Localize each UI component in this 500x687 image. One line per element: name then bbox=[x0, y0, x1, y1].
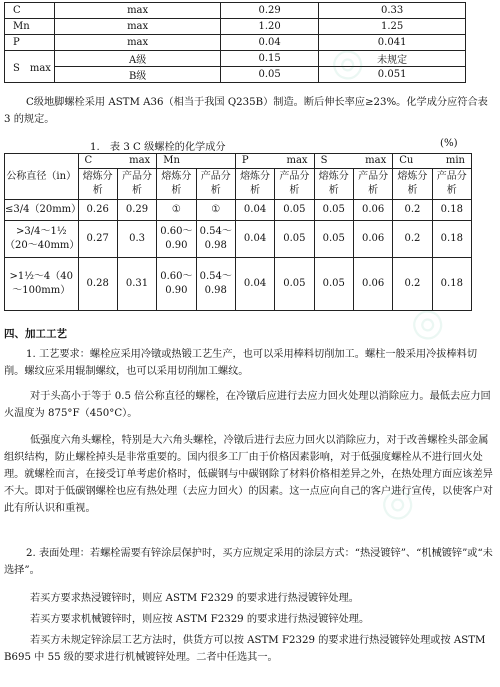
table3-element-label bbox=[393, 154, 471, 168]
table1-value-a: 0.05 bbox=[221, 67, 319, 83]
table1-limit: max bbox=[29, 63, 51, 74]
table1-row bbox=[5, 35, 466, 51]
table3-sub-product: 产品分析 bbox=[196, 169, 235, 200]
table3-value: 0.2 bbox=[393, 200, 432, 221]
table3-size: ≤3/4（20mm） bbox=[5, 200, 79, 221]
table1-s-cell bbox=[5, 51, 55, 83]
table3-sub-melt: 熔炼分析 bbox=[314, 169, 353, 200]
table1-grade: B级 bbox=[55, 67, 221, 83]
watermark-mark: ◎ bbox=[403, 295, 450, 349]
table3-value: 0.26 bbox=[78, 200, 117, 221]
table3-element-name: P bbox=[241, 155, 249, 166]
table1-element: C bbox=[5, 3, 55, 19]
table3-element-name: Mn bbox=[163, 155, 180, 166]
table3-element-limit: max bbox=[286, 155, 308, 166]
table3-value: 0.28 bbox=[78, 258, 117, 311]
table3-value: 0.05 bbox=[275, 221, 314, 258]
table3-c-grade-composition bbox=[4, 153, 472, 311]
table1-element: Mn bbox=[5, 19, 55, 35]
table3-value: 0.31 bbox=[117, 258, 156, 311]
table3-sub-product: 产品分析 bbox=[275, 169, 314, 200]
table3-value: 0.05 bbox=[314, 258, 353, 311]
table1-row bbox=[5, 67, 466, 83]
table1-limit: max bbox=[55, 35, 221, 51]
table3-row bbox=[5, 258, 472, 311]
table1-value-a: 0.04 bbox=[221, 35, 319, 51]
table1-row bbox=[5, 51, 466, 67]
paragraph-mechanical: 若买方要求机械镀锌时，则应按 ASTM F2329 的要求进行热浸镀锌处理。 bbox=[30, 614, 370, 625]
table3-sub-product: 产品分析 bbox=[353, 169, 392, 200]
table3-sub-product: 产品分析 bbox=[117, 169, 156, 200]
paragraph-c-grade: C级地脚螺栓采用 ASTM A36（相当于我国 Q235B）制造。断后伸长率应≥23%。化学成分应符合表 3 的规定。 bbox=[4, 97, 488, 125]
table3-title: 1. 表 3 C 级螺栓的化学成分 bbox=[90, 142, 226, 153]
paragraph-surface-treatment: 2. 表面处理：若螺栓需要有锌涂层保护时，买方应规定采用的涂层方式：“热浸镀锌”、“机械镀锌”或“未选择”。 bbox=[4, 548, 493, 576]
table1-value-a: 0.15 bbox=[221, 51, 319, 67]
table3-element-limit: max bbox=[365, 155, 387, 166]
table3-caption bbox=[90, 138, 490, 153]
table1-limit: max bbox=[55, 19, 221, 35]
table1-row bbox=[5, 19, 466, 35]
table3-value: 0.18 bbox=[432, 221, 471, 258]
table3-value: 0.06 bbox=[353, 200, 392, 221]
table3-header-element bbox=[314, 154, 393, 169]
table3-unit: (%) bbox=[440, 138, 458, 149]
table3-value: 0.3 bbox=[117, 221, 156, 258]
table3-value: 0.05 bbox=[275, 258, 314, 311]
table3-sub-melt: 熔炼分析 bbox=[78, 169, 117, 200]
table3-value: 0.54～0.98 bbox=[196, 221, 235, 258]
table3-sub-product: 产品分析 bbox=[432, 169, 471, 200]
table3-element-limit: max bbox=[129, 155, 151, 166]
table3-value: 0.05 bbox=[314, 200, 353, 221]
table3-value: 0.04 bbox=[235, 258, 274, 311]
table3-size: >1½～4（40～100mm） bbox=[5, 258, 79, 311]
table1-value-b: 0.051 bbox=[319, 67, 466, 83]
table1-grade: A级 bbox=[55, 51, 221, 67]
table3-value: 0.60～0.90 bbox=[157, 258, 196, 311]
table3-value: 0.60～0.90 bbox=[157, 221, 196, 258]
table3-element-label bbox=[236, 154, 314, 168]
table1-element: S bbox=[13, 63, 20, 74]
table3-element-name: C bbox=[84, 155, 93, 166]
table1-element: P bbox=[5, 35, 55, 51]
table3-element-limit: min bbox=[445, 155, 465, 166]
table3-value: 0.06 bbox=[353, 221, 392, 258]
table3-value: 0.04 bbox=[235, 221, 274, 258]
table3-value: ① bbox=[196, 200, 235, 221]
table3-sub-melt: 熔炼分析 bbox=[393, 169, 432, 200]
table3-size: >3/4～1½（20～40mm） bbox=[5, 221, 79, 258]
table1-value-a: 1.20 bbox=[221, 19, 319, 35]
table3-header-nominal: 公称直径（in） bbox=[5, 154, 79, 200]
table3-value: 0.04 bbox=[235, 200, 274, 221]
table3-value: 0.2 bbox=[393, 221, 432, 258]
watermark-mark: ◎ bbox=[323, 35, 370, 89]
paragraph-process-requirements: 1. 工艺要求：螺栓应采用冷镦或热锻工艺生产，也可以采用棒料切削加工。螺柱一般采用冷拔棒料切削。螺纹应采用辊制螺纹，也可以采用切削加工螺纹。 bbox=[4, 349, 478, 377]
table3-value: 0.54～0.98 bbox=[196, 258, 235, 311]
table3-header-element bbox=[393, 154, 472, 169]
table3-element-label bbox=[157, 154, 235, 168]
table1-value-b: 0.33 bbox=[319, 3, 466, 19]
paragraph-stress-relief: 对于头高小于等于 0.5 倍公称直径的螺栓，在冷镦后应进行去应力回火处理以消除应力。最低去应力回火温度为 875°F（450°C）。 bbox=[4, 391, 491, 419]
table3-element-label bbox=[79, 154, 157, 168]
table1-value-b: 未规定 bbox=[319, 51, 466, 67]
table3-header-row bbox=[5, 154, 472, 169]
table3-value: 0.05 bbox=[275, 200, 314, 221]
table3-value: 0.2 bbox=[393, 258, 432, 311]
table3-row bbox=[5, 200, 472, 221]
watermark-mark: ◎ bbox=[373, 475, 420, 529]
paragraph-low-strength-bolts: 低强度六角头螺栓，特别是大六角头螺栓，冷镦后进行去应力回火以消除应力，对于改善螺栓头部金属组织结构，防止螺栓掉头是非常重要的。国内很多工厂由于价格因素影响，对于低强度螺栓从不进行回火处理。就螺栓而言，在接受订单考虑价格时，低碳钢与中碳钢除了材料价格相差异之外，在热处理方面应该差异不大。即对于低碳钢螺栓也应有热处理（去应力回火）的因素。这一点应向自己的客户进行宣传，以使客户对此有所认识和重视。 bbox=[4, 435, 493, 514]
table3-value: 0.29 bbox=[117, 200, 156, 221]
table3-sub-melt: 熔炼分析 bbox=[235, 169, 274, 200]
table3-value: ① bbox=[157, 200, 196, 221]
table3-value: 0.27 bbox=[78, 221, 117, 258]
paragraph-hot-dip: 若买方要求热浸镀锌时，则应 ASTM F2329 的要求进行热浸镀锌处理。 bbox=[30, 593, 359, 604]
table3-value: 0.18 bbox=[432, 258, 471, 311]
table1-value-a: 0.29 bbox=[221, 3, 319, 19]
table3-sub-melt: 熔炼分析 bbox=[157, 169, 196, 200]
table1-row bbox=[5, 3, 466, 19]
table3-value: 0.05 bbox=[314, 221, 353, 258]
table1-value-b: 1.25 bbox=[319, 19, 466, 35]
table3-header-element bbox=[78, 154, 157, 169]
table3-row bbox=[5, 221, 472, 258]
table3-element-name: S bbox=[320, 155, 328, 166]
table1-value-b: 0.041 bbox=[319, 35, 466, 51]
chemical-limits-table bbox=[4, 2, 466, 83]
paragraph-unspecified-coating: 若买方未规定锌涂层工艺方法时，供货方可以按 ASTM F2329 的要求进行热浸镀锌处理或按 ASTM B695 中 55 级的要求进行机械镀锌处理。二者中任选其一。 bbox=[4, 635, 486, 663]
table3-header-element bbox=[157, 154, 236, 169]
table3-element-name: Cu bbox=[399, 155, 414, 166]
table1-limit: max bbox=[55, 3, 221, 19]
table3-header-element bbox=[235, 154, 314, 169]
section-title: 四、加工工艺 bbox=[4, 328, 67, 340]
table3-value: 0.06 bbox=[353, 258, 392, 311]
table3-value: 0.18 bbox=[432, 200, 471, 221]
table3-element-label bbox=[315, 154, 393, 168]
